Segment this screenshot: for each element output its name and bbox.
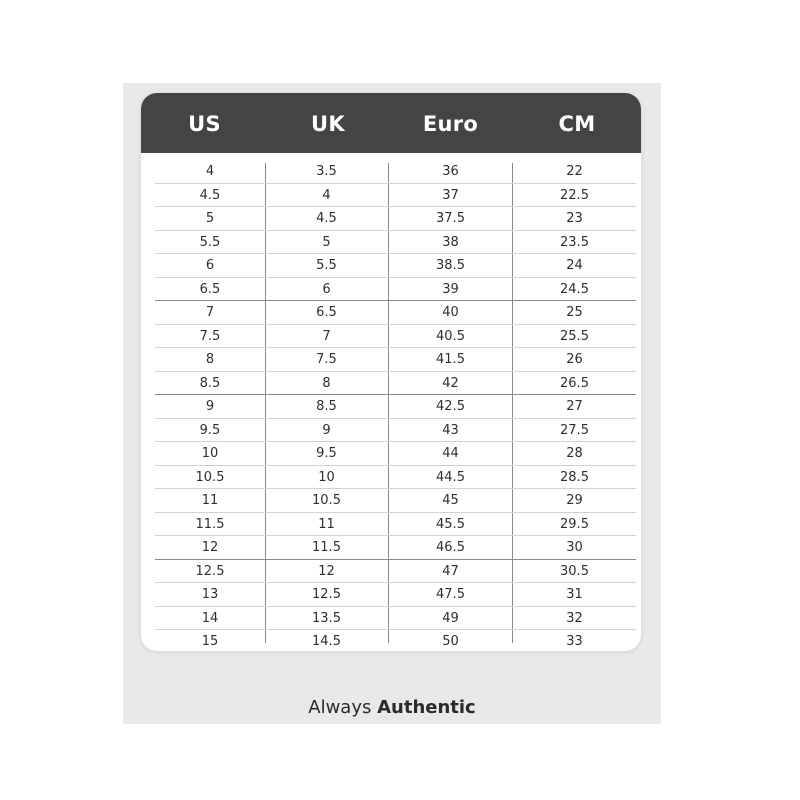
table-cell: 8 bbox=[322, 375, 331, 391]
table-cell: 7.5 bbox=[199, 328, 221, 344]
table-cell: 46.5 bbox=[436, 540, 465, 555]
table-cell: 50 bbox=[442, 634, 459, 649]
header-euro: Euro bbox=[422, 112, 479, 136]
table-body bbox=[141, 153, 641, 651]
table-cell: 8 bbox=[205, 352, 215, 367]
table-cell: 39 bbox=[442, 281, 459, 297]
table-cell: 38 bbox=[442, 234, 459, 250]
table-row bbox=[155, 277, 636, 302]
table-cell: 11 bbox=[318, 516, 335, 532]
table-row bbox=[155, 347, 636, 372]
table-cell: 5.5 bbox=[316, 258, 337, 273]
table-cell: 25.5 bbox=[560, 328, 589, 344]
table-cell: 37 bbox=[442, 187, 459, 203]
table-cell: 28 bbox=[566, 446, 583, 461]
table-cell: 25 bbox=[566, 305, 583, 320]
table-cell: 6.5 bbox=[199, 281, 221, 297]
table-cell: 30.5 bbox=[560, 563, 589, 579]
table-row bbox=[155, 441, 636, 466]
table-cell: 7 bbox=[322, 328, 331, 344]
table-cell: 11.5 bbox=[312, 540, 341, 555]
table-cell: 43 bbox=[442, 422, 459, 438]
table-cell: 14.5 bbox=[312, 634, 341, 649]
table-cell: 12.5 bbox=[312, 587, 341, 602]
table-cell: 24 bbox=[566, 258, 583, 273]
table-cell: 3.5 bbox=[316, 164, 337, 179]
table-cell: 40 bbox=[442, 305, 459, 320]
table-row bbox=[155, 300, 636, 325]
table-cell: 11 bbox=[201, 493, 219, 508]
table-cell: 29.5 bbox=[560, 516, 589, 532]
table-cell: 13 bbox=[201, 587, 219, 602]
size-chart-card bbox=[141, 93, 641, 651]
table-cell: 36 bbox=[442, 164, 459, 179]
table-row bbox=[155, 582, 636, 607]
table-row bbox=[155, 629, 636, 651]
table-row bbox=[155, 230, 636, 255]
table-cell: 9.5 bbox=[316, 446, 337, 461]
table-row bbox=[155, 535, 636, 560]
table-cell: 9 bbox=[322, 422, 331, 438]
table-row bbox=[155, 371, 636, 396]
table-cell: 12 bbox=[201, 540, 219, 555]
table-cell: 41.5 bbox=[436, 352, 465, 367]
table-cell: 6 bbox=[205, 258, 215, 273]
table-row bbox=[155, 324, 636, 349]
table-row bbox=[155, 159, 636, 184]
table-row bbox=[155, 512, 636, 537]
table-row bbox=[155, 559, 636, 584]
table-cell: 5 bbox=[205, 211, 215, 226]
table-cell: 33 bbox=[566, 634, 583, 649]
table-cell: 49 bbox=[442, 610, 459, 626]
table-cell: 44 bbox=[442, 446, 459, 461]
table-cell: 8.5 bbox=[199, 375, 221, 391]
table-cell: 10.5 bbox=[195, 469, 225, 485]
table-cell: 26 bbox=[566, 352, 583, 367]
tagline-emphasis: Authentic bbox=[377, 697, 476, 718]
header-us: US bbox=[188, 112, 221, 136]
table-cell: 13.5 bbox=[312, 610, 341, 626]
table-cell: 31 bbox=[566, 587, 583, 602]
table-cell: 22 bbox=[566, 164, 583, 179]
table-row bbox=[155, 183, 636, 208]
table-row bbox=[155, 418, 636, 443]
table-cell: 4 bbox=[205, 164, 215, 179]
table-cell: 40.5 bbox=[436, 328, 465, 344]
table-cell: 4.5 bbox=[316, 211, 337, 226]
table-header bbox=[141, 93, 641, 153]
table-cell: 15 bbox=[201, 634, 219, 649]
table-cell: 44.5 bbox=[436, 469, 465, 485]
table-cell: 45.5 bbox=[436, 516, 465, 532]
table-cell: 11.5 bbox=[195, 516, 225, 532]
table-cell: 10.5 bbox=[312, 493, 341, 508]
table-cell: 42 bbox=[442, 375, 459, 391]
table-cell: 47.5 bbox=[436, 587, 465, 602]
table-cell: 10 bbox=[318, 469, 335, 485]
table-cell: 10 bbox=[201, 446, 219, 461]
table-cell: 7 bbox=[205, 305, 215, 320]
table-cell: 14 bbox=[201, 610, 219, 626]
table-cell: 37.5 bbox=[436, 211, 465, 226]
table-cell: 27.5 bbox=[560, 422, 589, 438]
table-cell: 9 bbox=[205, 399, 215, 414]
table-cell: 24.5 bbox=[560, 281, 589, 297]
table-cell: 6.5 bbox=[316, 305, 337, 320]
table-row bbox=[155, 253, 636, 278]
table-cell: 30 bbox=[566, 540, 583, 555]
table-cell: 5 bbox=[322, 234, 331, 250]
table-cell: 4.5 bbox=[199, 187, 221, 203]
table-row bbox=[155, 465, 636, 490]
table-row bbox=[155, 606, 636, 631]
table-cell: 23 bbox=[566, 211, 583, 226]
table-cell: 22.5 bbox=[560, 187, 589, 203]
header-uk: UK bbox=[311, 112, 345, 136]
table-cell: 29 bbox=[566, 493, 583, 508]
table-cell: 12 bbox=[318, 563, 335, 579]
table-cell: 23.5 bbox=[560, 234, 589, 250]
table-cell: 26.5 bbox=[560, 375, 589, 391]
table-row bbox=[155, 206, 636, 231]
table-cell: 12.5 bbox=[195, 563, 225, 579]
table-cell: 42.5 bbox=[436, 399, 465, 414]
tagline-prefix: Always bbox=[308, 697, 372, 718]
table-cell: 4 bbox=[322, 187, 331, 203]
table-cell: 27 bbox=[566, 399, 583, 414]
table-cell: 38.5 bbox=[436, 258, 465, 273]
table-cell: 5.5 bbox=[199, 234, 221, 250]
table-cell: 7.5 bbox=[316, 352, 337, 367]
table-cell: 28.5 bbox=[560, 469, 589, 485]
table-row bbox=[155, 394, 636, 419]
table-cell: 8.5 bbox=[316, 399, 337, 414]
table-cell: 9.5 bbox=[199, 422, 221, 438]
table-cell: 6 bbox=[322, 281, 331, 297]
table-cell: 32 bbox=[566, 610, 583, 626]
header-cm: CM bbox=[558, 112, 596, 136]
table-cell: 47 bbox=[442, 563, 459, 579]
tagline bbox=[123, 694, 661, 722]
table-row bbox=[155, 488, 636, 513]
table-cell: 45 bbox=[442, 493, 459, 508]
